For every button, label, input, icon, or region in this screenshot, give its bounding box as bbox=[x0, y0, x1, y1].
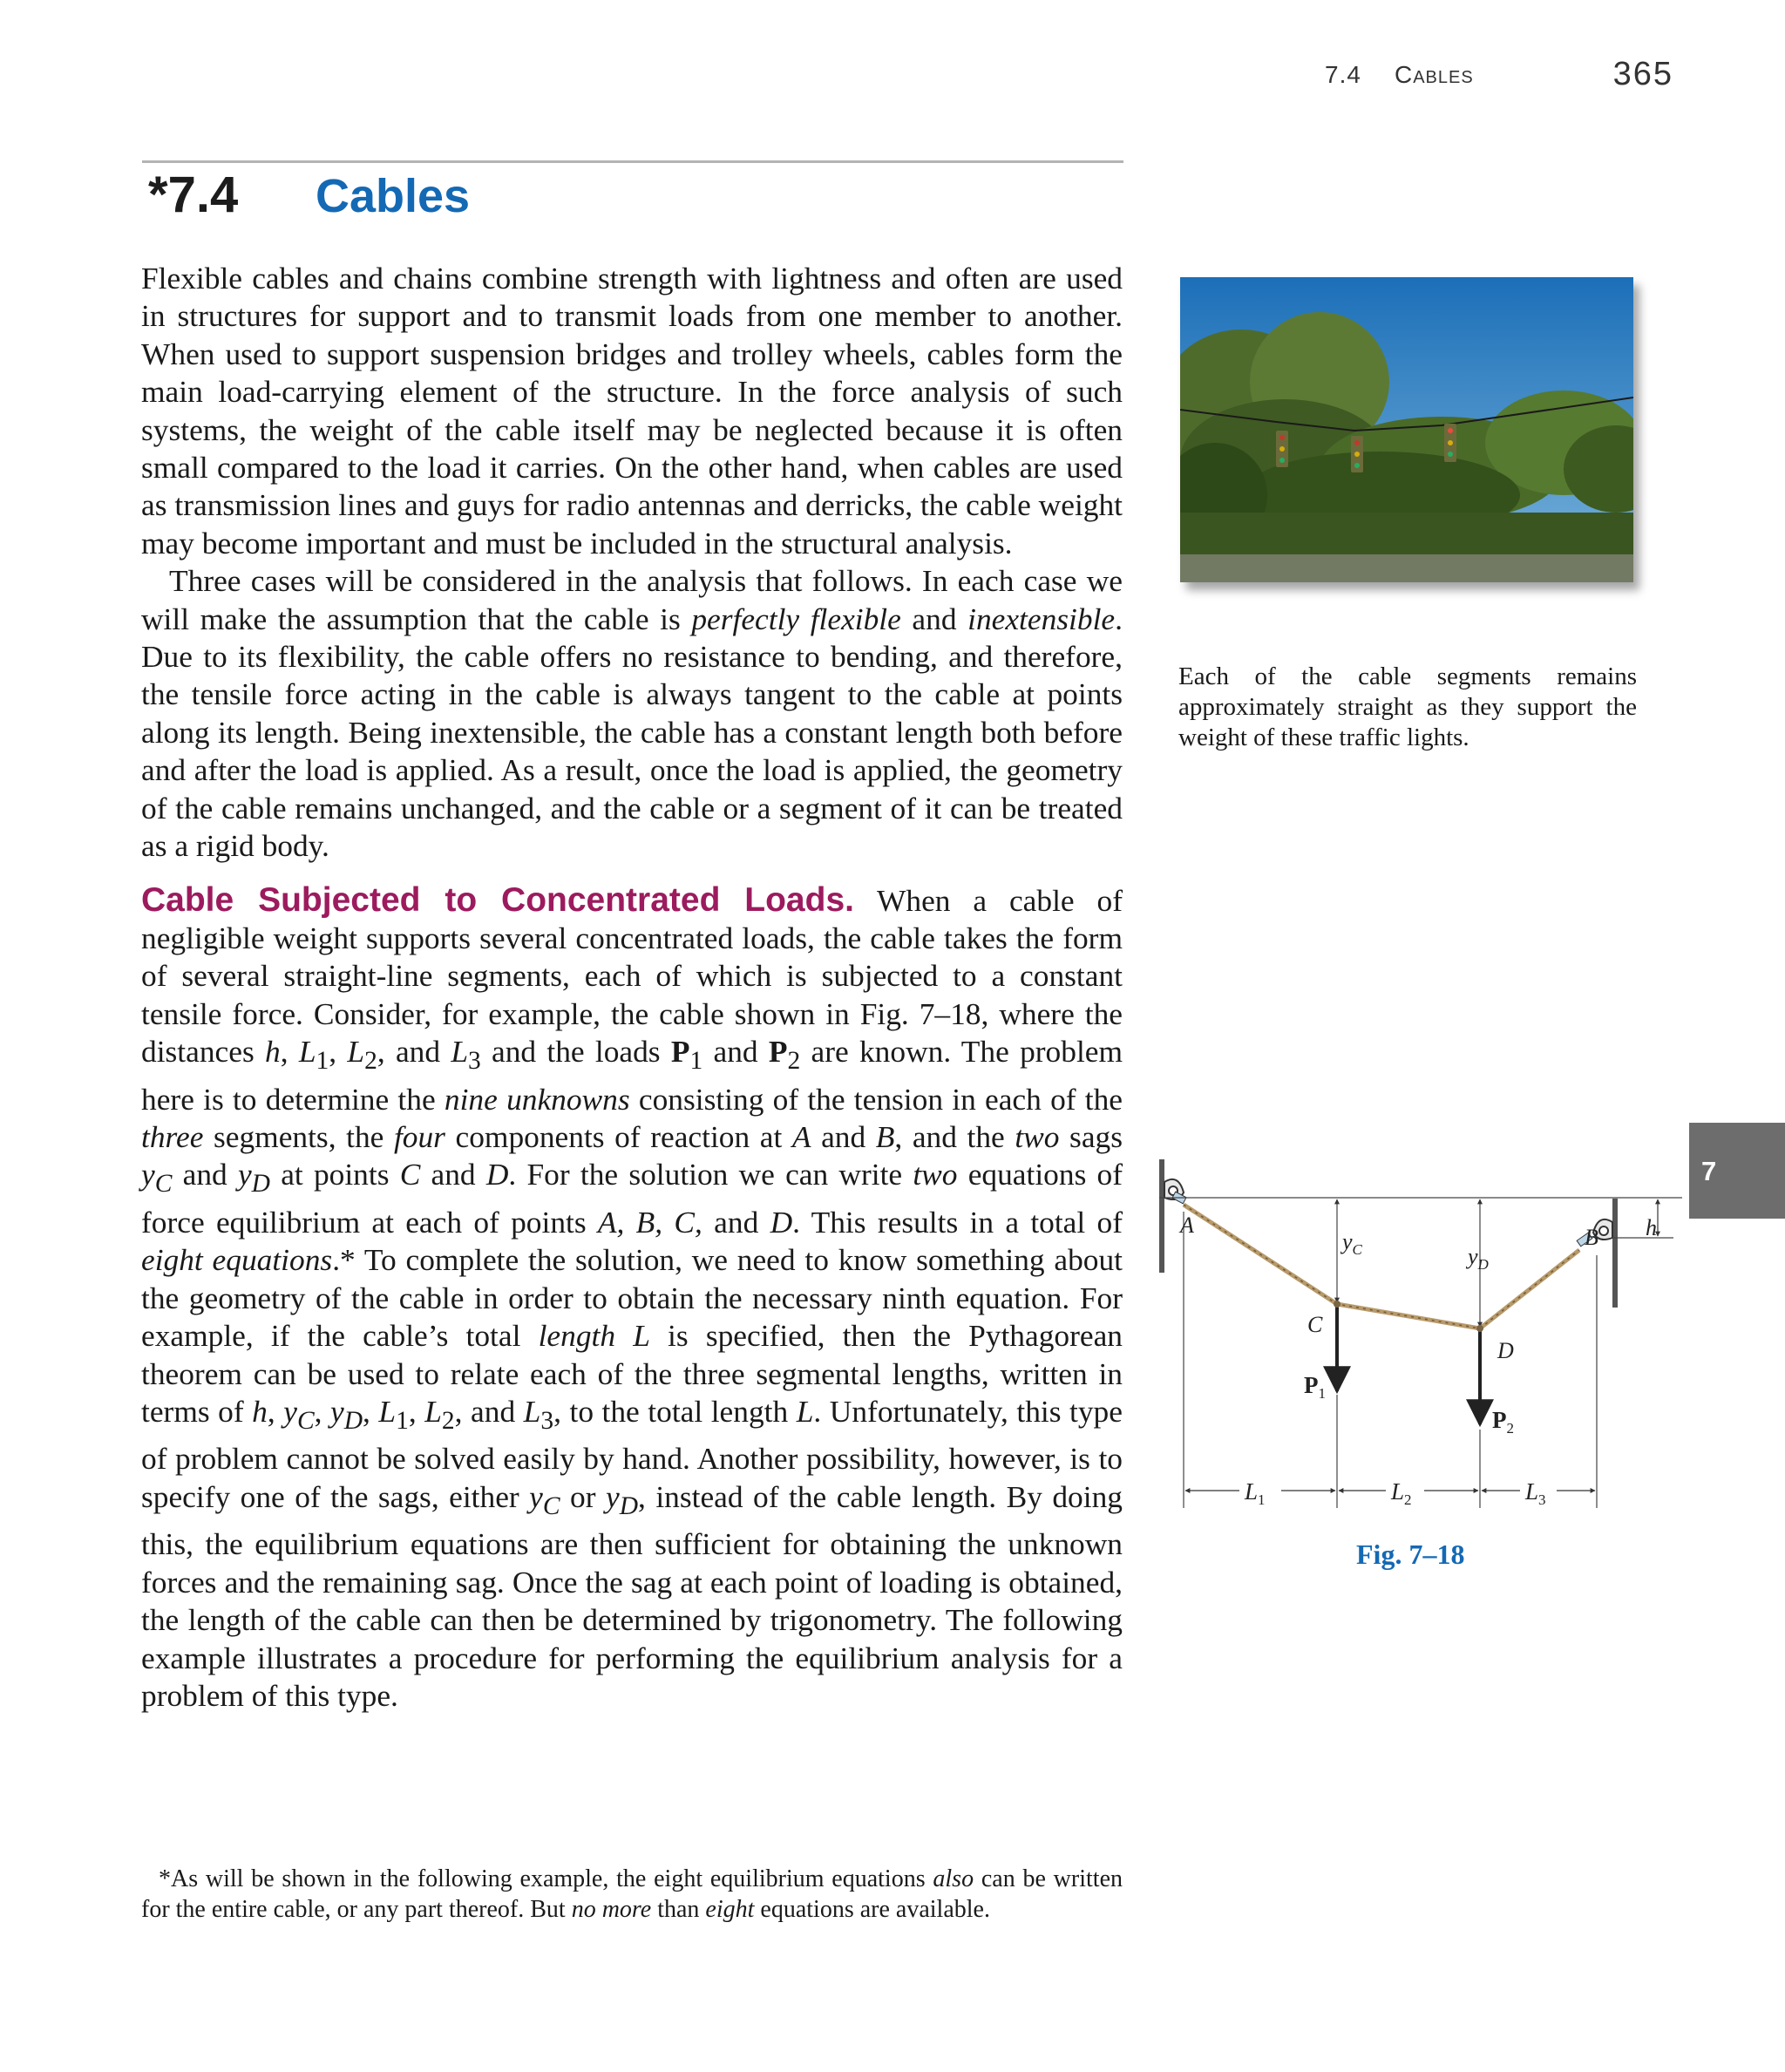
label-yd-symbol: y bbox=[1468, 1244, 1478, 1269]
label-l3-subscript: 3 bbox=[1538, 1491, 1546, 1508]
variable-h: h bbox=[252, 1393, 268, 1429]
photo-caption: Each of the cable segments remains approximately straight as they support the weight of these traffic lights. bbox=[1178, 662, 1637, 751]
text-run: . This results in a total of bbox=[792, 1204, 1123, 1240]
text-run: at points bbox=[269, 1157, 400, 1192]
variable-L: L bbox=[424, 1393, 442, 1429]
text-run: , instead of the cable length. By doing this, the equilibrium equations are then sufficient for obtaining the unknown forces and the remaining sag. Once the sag at each point of loading is obtained, the length of the cable can then be determined by trigonometry. The following example illustrates a procedure for performing the equilibrium analysis for a problem of this type. bbox=[141, 1478, 1123, 1713]
text-run: *As will be shown in the following example, the eight equilibrium equations bbox=[159, 1865, 933, 1892]
running-header-title: Cables bbox=[1395, 61, 1474, 88]
emphasis: A, B, C, bbox=[597, 1204, 702, 1240]
main-column bbox=[141, 260, 1123, 1715]
label-l2-subscript: 2 bbox=[1404, 1491, 1412, 1508]
vector-P: P bbox=[670, 1034, 690, 1070]
label-p1-symbol: P bbox=[1304, 1372, 1319, 1398]
subscript: 3 bbox=[540, 1407, 554, 1436]
label-p1 bbox=[1304, 1372, 1326, 1402]
text-run: and bbox=[172, 1157, 238, 1192]
emphasis: length L bbox=[538, 1318, 650, 1354]
text-run: is specified, then the Pythagorean theorem can be used to relate each of the three segmental lengths, written in terms of bbox=[141, 1318, 1123, 1429]
text-run: are known. The problem here is to determine the bbox=[141, 1034, 1123, 1117]
variable-C: C bbox=[399, 1157, 421, 1192]
text-run: than bbox=[651, 1896, 706, 1923]
section-number: *7.4 bbox=[148, 166, 239, 223]
text-run: , and the bbox=[894, 1119, 1015, 1155]
label-d: D bbox=[1497, 1338, 1514, 1363]
subscript: C bbox=[296, 1407, 315, 1436]
traffic-light bbox=[1351, 436, 1363, 472]
text-run: . Unfortunately, this type of problem cannot be solved easily by hand. Another possibility, however, is to specify one of the sags, either bbox=[141, 1393, 1123, 1514]
emphasis: perfectly flexible bbox=[691, 601, 901, 636]
subscript: D bbox=[251, 1170, 270, 1199]
subscript: C bbox=[542, 1491, 560, 1520]
paragraph-concentrated-loads bbox=[141, 881, 1123, 1715]
label-b: B bbox=[1585, 1225, 1598, 1250]
text-run: equations are available. bbox=[754, 1896, 990, 1923]
text-run: and bbox=[900, 601, 968, 636]
text-run: and bbox=[420, 1157, 486, 1192]
subscript: 2 bbox=[441, 1407, 455, 1436]
emphasis: eight bbox=[705, 1896, 755, 1923]
text-run: equations of force equilibrium at each of points bbox=[141, 1157, 1123, 1240]
variable-L: L bbox=[347, 1034, 365, 1070]
traffic-light bbox=[1444, 424, 1456, 462]
point-d bbox=[1476, 1325, 1483, 1332]
text-run: Three cases will be considered in the analysis that follows. In each case we will make the assumption that the cable is bbox=[141, 563, 1123, 636]
subscript: 3 bbox=[468, 1047, 481, 1076]
variable-y: y bbox=[141, 1157, 155, 1192]
emphasis: two bbox=[913, 1157, 958, 1192]
variable-y: y bbox=[283, 1393, 297, 1429]
text-run: and bbox=[702, 1204, 770, 1240]
text-run: , bbox=[267, 1393, 284, 1429]
label-h: h bbox=[1646, 1215, 1657, 1240]
emphasis: four bbox=[393, 1119, 445, 1155]
text-run: .* To complete the solution, we need to know something about the geometry of the cable in order to obtain the necessary ninth equation. For example, if the cable’s total bbox=[141, 1242, 1123, 1354]
subscript: 2 bbox=[364, 1047, 377, 1076]
emphasis: nine unknowns bbox=[444, 1081, 630, 1117]
text-run: , bbox=[314, 1393, 331, 1429]
text-run: When a cable of negligible weight supports several concentrated loads, the cable takes the form of several straight-line segments, each of which is subjected to a constant tensile force. Consider, for example, the cable shown in Fig. 7–18, where the distances bbox=[141, 882, 1123, 1070]
label-yd-subscript: D bbox=[1477, 1256, 1489, 1273]
text-run: , and bbox=[377, 1034, 451, 1070]
label-l1 bbox=[1244, 1478, 1266, 1508]
label-l2-symbol: L bbox=[1391, 1478, 1405, 1505]
page-number: 365 bbox=[1612, 56, 1673, 92]
photo-illustration bbox=[1180, 277, 1633, 582]
chapter-tab bbox=[1689, 1123, 1785, 1219]
variable-D: D bbox=[770, 1204, 793, 1240]
label-p1-subscript: 1 bbox=[1318, 1385, 1326, 1402]
subscript: 1 bbox=[396, 1407, 409, 1436]
emphasis: also bbox=[933, 1865, 974, 1892]
label-l1-symbol: L bbox=[1245, 1478, 1259, 1505]
point-c bbox=[1334, 1301, 1340, 1308]
emphasis: eight equations bbox=[141, 1242, 333, 1278]
variable-L: L bbox=[796, 1393, 814, 1429]
variable-B: B bbox=[875, 1119, 895, 1155]
label-p2 bbox=[1492, 1407, 1514, 1437]
text-run: and bbox=[811, 1119, 876, 1155]
emphasis: two bbox=[1015, 1119, 1060, 1155]
text-run: sags bbox=[1059, 1119, 1123, 1155]
chapter-tab-label: 7 bbox=[1701, 1156, 1717, 1186]
text-run: , bbox=[329, 1034, 348, 1070]
label-p2-subscript: 2 bbox=[1506, 1420, 1514, 1437]
label-l3 bbox=[1524, 1478, 1546, 1508]
text-run: . Due to its flexibility, the cable offers no resistance to bending, and therefore, the tensile force acting in the cable is always tangent to the cable at points along its length. Being inextensible, the cable has a constant length both before and after the load is applied. As a result, once the load is applied, the geometry of the cable remains unchanged, and the cable or a segment of it can be treated as a rigid body. bbox=[141, 601, 1123, 864]
text-run: , bbox=[408, 1393, 425, 1429]
label-l1-subscript: 1 bbox=[1258, 1491, 1266, 1508]
variable-y: y bbox=[237, 1157, 252, 1192]
label-l2 bbox=[1390, 1478, 1412, 1508]
variable-D: D bbox=[485, 1157, 509, 1192]
traffic-light bbox=[1276, 431, 1288, 467]
text-run: consisting of the tension in each of the bbox=[629, 1081, 1123, 1117]
label-yc-symbol: y bbox=[1342, 1229, 1353, 1254]
paragraph-intro: Flexible cables and chains combine strength with lightness and often are used in structures for support and to transmit loads from one member to another. When used to support suspension bridges and trolley wheels, cables form the main load-carrying element of the structure. In the force analysis of such systems, the weight of the cable itself may be neglected because it is often small compared to the load it carries. On the other hand, when cables are used as transmission lines and guys for radio antennas and derricks, the cable weight may become important and must be included in the structural analysis. bbox=[141, 261, 1123, 560]
subscript: C bbox=[154, 1170, 173, 1199]
variable-L: L bbox=[523, 1393, 541, 1429]
label-p2-symbol: P bbox=[1492, 1407, 1507, 1433]
cable bbox=[1184, 1205, 1579, 1328]
text-run: , and bbox=[454, 1393, 524, 1429]
variable-L: L bbox=[451, 1034, 468, 1070]
label-yc-subscript: C bbox=[1352, 1241, 1362, 1258]
footnote bbox=[141, 1864, 1123, 1925]
label-yc bbox=[1340, 1229, 1363, 1258]
subscript: D bbox=[619, 1491, 639, 1520]
section-title: Cables bbox=[316, 170, 471, 222]
variable-y: y bbox=[529, 1478, 543, 1514]
label-a: A bbox=[1180, 1213, 1194, 1238]
emphasis: three bbox=[141, 1119, 204, 1155]
traffic-lights-photo bbox=[1180, 277, 1633, 582]
subscript: 1 bbox=[316, 1047, 329, 1076]
running-header bbox=[1325, 56, 1673, 101]
text-run: and bbox=[702, 1034, 769, 1070]
text-run: , to the total length bbox=[553, 1393, 797, 1429]
subsection-heading: Cable Subjected to Concentrated Loads. bbox=[141, 880, 854, 919]
vector-P: P bbox=[768, 1034, 788, 1070]
variable-L: L bbox=[378, 1393, 397, 1429]
heading-rule bbox=[142, 160, 1123, 163]
variable-y: y bbox=[606, 1478, 620, 1514]
variable-A: A bbox=[791, 1119, 811, 1155]
variable-h: h bbox=[265, 1034, 281, 1070]
text-run: components of reaction at bbox=[445, 1119, 792, 1155]
label-yd bbox=[1465, 1244, 1490, 1273]
variable-L: L bbox=[298, 1034, 316, 1070]
figure-caption: Fig. 7–18 bbox=[1356, 1539, 1465, 1570]
emphasis: no more bbox=[571, 1896, 652, 1923]
figure-7-18 bbox=[1142, 1142, 1700, 1543]
subscript: D bbox=[343, 1407, 363, 1436]
text-run: segments, the bbox=[203, 1119, 394, 1155]
text-run: . For the solution we can write bbox=[508, 1157, 913, 1192]
text-run: and the loads bbox=[480, 1034, 671, 1070]
street bbox=[1180, 554, 1633, 582]
running-header-section: 7.4 bbox=[1325, 61, 1361, 88]
subscript: 1 bbox=[689, 1047, 703, 1076]
label-c: C bbox=[1307, 1312, 1323, 1337]
text-run: or bbox=[560, 1478, 606, 1514]
emphasis: inextensible bbox=[967, 601, 1116, 636]
variable-y: y bbox=[330, 1393, 344, 1429]
text-run: can be written for the entire cable, or any part thereof. But bbox=[141, 1865, 1123, 1923]
label-l3-symbol: L bbox=[1525, 1478, 1539, 1505]
subscript: 2 bbox=[787, 1047, 801, 1076]
text-run: , bbox=[363, 1393, 379, 1429]
text-run: , bbox=[280, 1034, 299, 1070]
paragraph-assumptions bbox=[141, 562, 1123, 865]
